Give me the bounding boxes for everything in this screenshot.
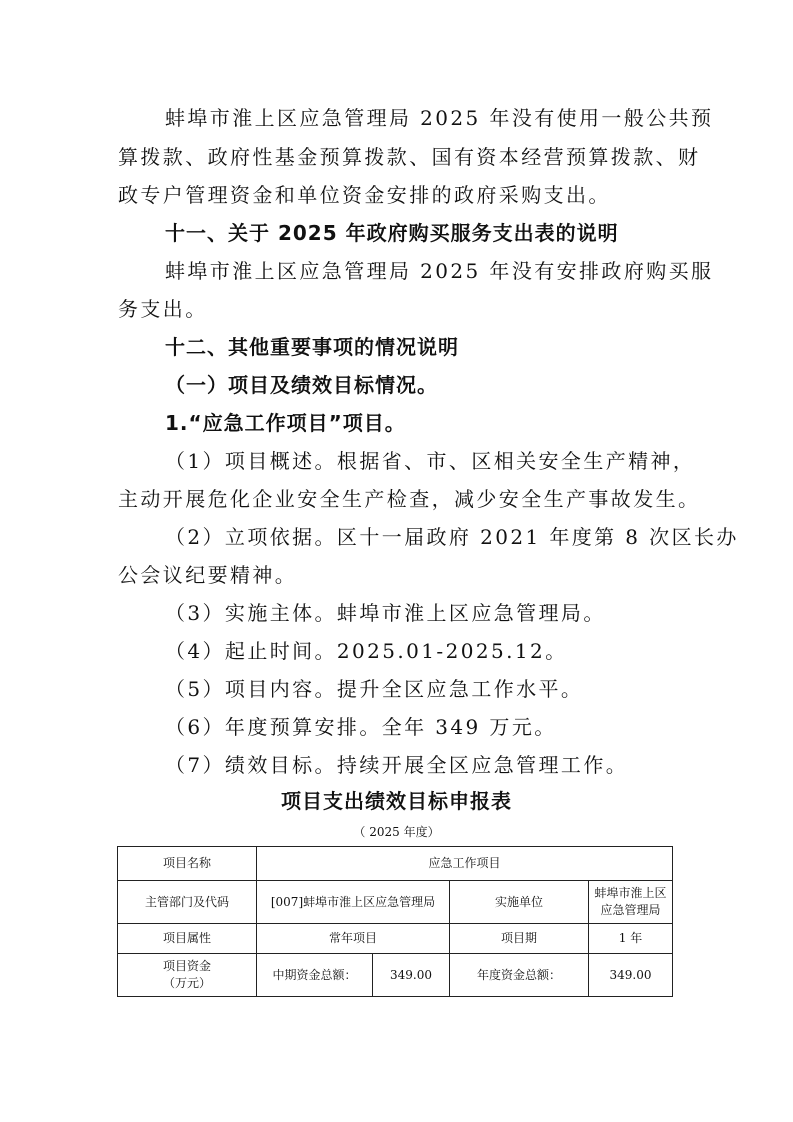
annual-fund-label: 年度资金总额： — [450, 954, 589, 997]
list-item-continuation: 公会议纪要精神。 — [118, 563, 298, 587]
project-attr-label: 项目属性 — [118, 924, 257, 954]
table-row — [118, 881, 673, 924]
paragraph-line: 政专户管理资金和单位资金安排的政府采购支出。 — [118, 183, 611, 207]
project-period-label: 项目期 — [450, 924, 589, 954]
form-title: 项目支出绩效目标申报表 — [281, 789, 512, 813]
subsection-heading: （一）项目及绩效目标情况。 — [165, 373, 438, 397]
list-item: （3）实施主体。蚌埠市淮上区应急管理局。 — [165, 601, 606, 625]
table-row — [118, 954, 673, 997]
mid-term-fund-value: 349.00 — [373, 954, 450, 997]
list-item: （1）项目概述。根据省、市、区相关安全生产精神， — [165, 449, 696, 473]
fund-label — [118, 954, 257, 997]
fund-label-line2: （万元） — [162, 976, 211, 990]
mid-term-fund-label: 中期资金总额： — [257, 954, 373, 997]
project-name-label: 项目名称 — [118, 847, 257, 881]
impl-unit-value — [589, 881, 673, 924]
impl-unit-value-line2: 应急管理局 — [600, 903, 661, 917]
list-item: （6）年度预算安排。全年 349 万元。 — [165, 715, 557, 739]
table-row — [118, 847, 673, 881]
project-name-value: 应急工作项目 — [257, 847, 673, 881]
performance-form-table — [117, 846, 673, 997]
section-heading: 十二、其他重要事项的情况说明 — [165, 335, 459, 359]
project-heading: 1.“应急工作项目”项目。 — [165, 411, 406, 435]
list-item-continuation: 主动开展危化企业安全生产检查，减少安全生产事故发生。 — [118, 487, 701, 511]
list-item: （5）项目内容。提升全区应急工作水平。 — [165, 677, 584, 701]
dept-label: 主管部门及代码 — [118, 881, 257, 924]
table-row — [118, 924, 673, 954]
section-heading: 十一、关于 2025 年政府购买服务支出表的说明 — [165, 221, 619, 245]
impl-unit-value-line1: 蚌埠市淮上区 — [594, 886, 667, 900]
project-attr-value: 常年项目 — [257, 924, 450, 954]
paragraph-line: 蚌埠市淮上区应急管理局 2025 年没有安排政府购买服 — [165, 259, 714, 283]
paragraph-line: 务支出。 — [118, 297, 208, 321]
list-item: （2）立项依据。区十一届政府 2021 年度第 8 次区长办 — [165, 525, 739, 549]
paragraph-line: 算拨款、政府性基金预算拨款、国有资本经营预算拨款、财 — [118, 145, 701, 169]
list-item: （7）绩效目标。持续开展全区应急管理工作。 — [165, 753, 629, 777]
dept-value: [007]蚌埠市淮上区应急管理局 — [257, 881, 450, 924]
form-year: （ 2025 年度） — [353, 825, 440, 839]
impl-unit-label: 实施单位 — [450, 881, 589, 924]
fund-label-line1: 项目资金 — [162, 959, 211, 973]
project-period-value: 1 年 — [589, 924, 673, 954]
paragraph-line: 蚌埠市淮上区应急管理局 2025 年没有使用一般公共预 — [165, 106, 714, 130]
list-item: （4）起止时间。2025.01-2025.12。 — [165, 639, 568, 663]
annual-fund-value: 349.00 — [589, 954, 673, 997]
